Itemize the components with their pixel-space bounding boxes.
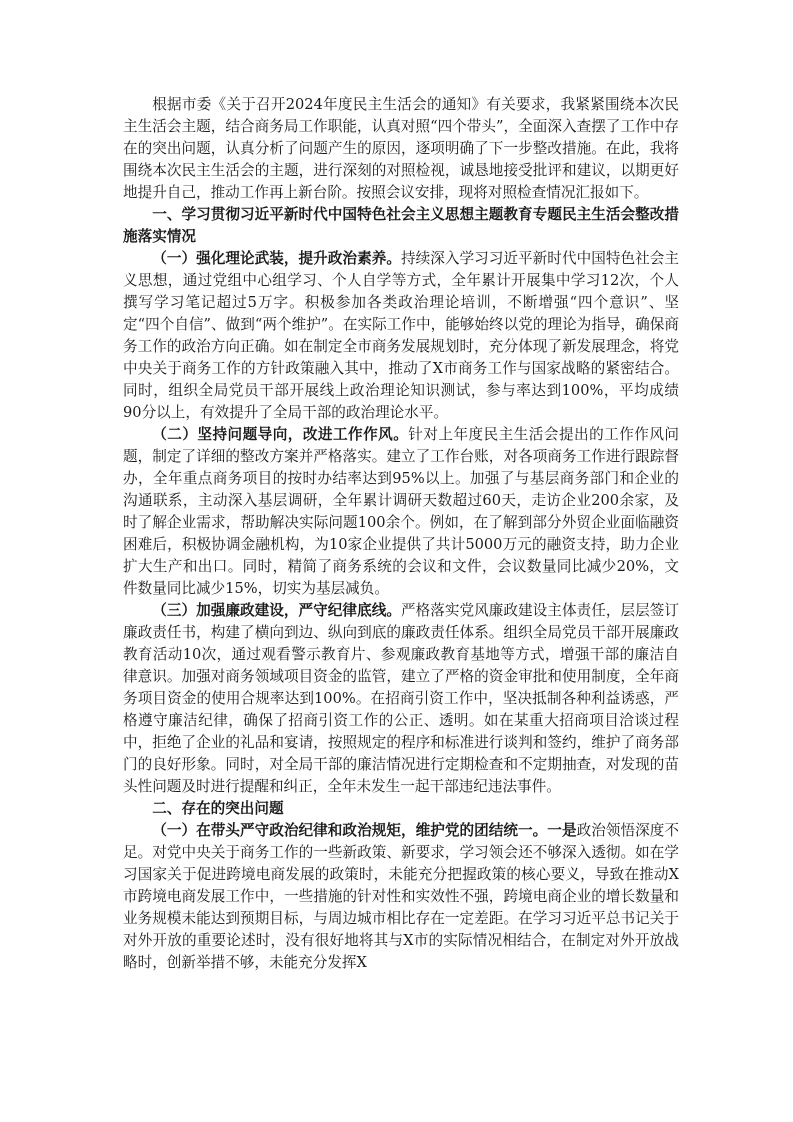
section-2-heading: 二、存在的突出问题 bbox=[152, 800, 284, 817]
section-1-item-3-body: 严格落实党风廉政建设主体责任，层层签订廉政责任书，构建了横向到边、纵向到底的廉政责任体系。组织全局党员干部开展廉政教育活动10次，通过观看警示教育片、参观廉政教育基地等方式，增强干部的廉洁自律意识。加强对商务领域项目资金的监管，建立了严格的资金审批和使用制度，全年商务项目资金的使用合规率达到100%。在招商引资工作中，坚决抵制各种利益诱惑，严格遵守廉洁纪律，确保了招商引资工作的公正、透明。如在某重大招商项目洽谈过程中，拒绝了企业的礼品和宴请，按照规定的程序和标准进行谈判和签约，维护了商务部门的良好形象。同时，对全局干部的廉洁情况进行定期检查和不定期抽查，对发现的苗头性问题及时进行提醒和纠正，全年未发生一起干部违纪违法事件。 bbox=[123, 602, 679, 795]
section-2-item-1-title: （一）在带头严守政治纪律和政治规矩，维护党的团结统一。一是 bbox=[152, 822, 577, 839]
section-1-item-3-title: （三）加强廉政建设，严守纪律底线。 bbox=[152, 602, 401, 619]
section-1-item-2-body: 针对上年度民主生活会提出的工作作风问题，制定了详细的整改方案并严格落实。建立了工作台账，对各项商务工作进行跟踪督办，全年重点商务项目的按时办结率达到95%以上。加强了与基层商务部门和企业的沟通联系，主动深入基层调研，全年累计调研天数超过60天，走访企业200余家，及时了解企业需求，帮助解决实际问题100余个。例如，在了解到部分外贸企业面临融资困难后，积极协调金融机构，为10家企业提供了共计5000万元的融资支持，助力企业扩大生产和出口。同时，精简了商务系统的会议和文件，会议数量同比减少20%，文件数量同比减少15%，切实为基层减负。 bbox=[123, 426, 679, 597]
section-1-item-1-title: （一）强化理论武装，提升政治素养。 bbox=[152, 250, 401, 267]
section-2-item-1-body: 政治领悟深度不足。对党中央关于商务工作的一些新政策、新要求，学习领会还不够深入透彻。如在学习国家关于促进跨境电商发展的政策时，未能充分把握政策的核心要义，导致在推动X市跨境电商发展工作中，一些措施的针对性和实效性不强，跨境电商企业的增长数量和业务规模未能达到预期目标，与周边城市相比存在一定差距。在学习习近平总书记关于对外开放的重要论述时，没有很好地将其与X市的实际情况相结合，在制定对外开放战略时，创新举措不够，未能充分发挥X bbox=[123, 822, 679, 971]
section-1-item-1 bbox=[123, 248, 679, 424]
section-1-item-1-body: 持续深入学习习近平新时代中国特色社会主义思想，通过党组中心组学习、个人自学等方式，全年累计开展集中学习12次，个人撰写学习笔记超过5万字。积极参加各类政治理论培训，不断增强“四个意识”、坚定“四个自信”、做到“两个维护”。在实际工作中，能够始终以党的理论为指导，确保商务工作的政治方向正确。如在制定全市商务发展规划时，充分体现了新发展理念，将党中央关于商务工作的方针政策融入其中，推动了X市商务工作与国家战略的紧密结合。同时，组织全局党员干部开展线上政治理论知识测试，参与率达到100%，平均成绩90分以上，有效提升了全局干部的政治理论水平。 bbox=[123, 250, 679, 421]
section-1-item-2 bbox=[123, 424, 679, 600]
section-2-item-1 bbox=[123, 820, 679, 974]
section-1-item-3 bbox=[123, 600, 679, 798]
section-1-heading: 一、学习贯彻习近平新时代中国特色社会主义思想主题教育专题民主生活会整改措施落实情况 bbox=[123, 206, 679, 245]
document-body bbox=[123, 94, 679, 974]
section-1-item-2-title: （二）坚持问题导向，改进工作作风。 bbox=[152, 426, 409, 443]
intro-paragraph: 根据市委《关于召开2024年度民主生活会的通知》有关要求，我紧紧围绕本次民主生活会主题，结合商务局工作职能，认真对照“四个带头”，全面深入查摆了工作中存在的突出问题，认真分析了问题产生的原因，逐项明确了下一步整改措施。在此，我将围绕本次民主生活会的主题，进行深刻的对照检视，诚恳地接受批评和建议，以期更好地提升自己，推动工作再上新台阶。按照会议安排，现将对照检查情况汇报如下。 bbox=[123, 96, 679, 201]
